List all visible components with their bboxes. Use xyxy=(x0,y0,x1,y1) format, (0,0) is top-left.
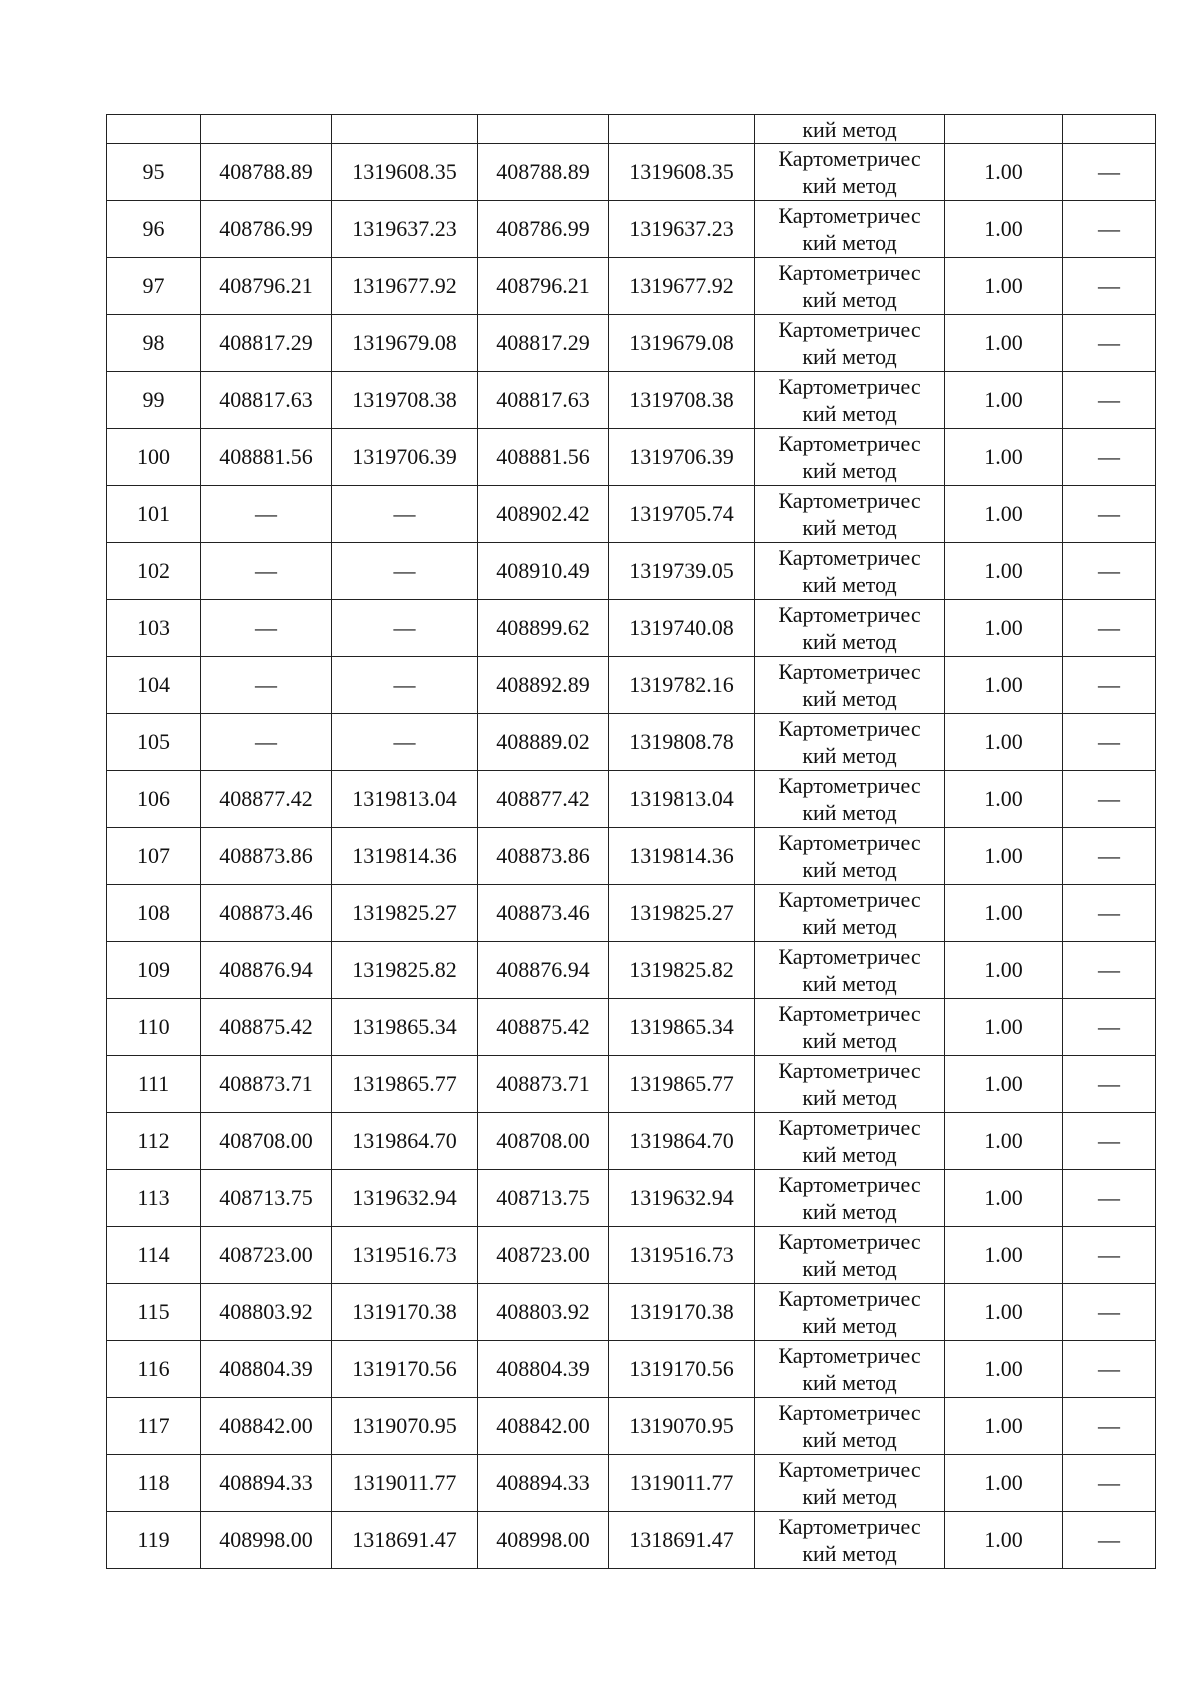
coordinates-table xyxy=(106,114,1156,1569)
cell-accuracy: 1.00 xyxy=(945,1512,1063,1569)
cell-x-existing: 408873.46 xyxy=(201,885,332,942)
cell-accuracy: 1.00 xyxy=(945,657,1063,714)
cell-x-new: 408708.00 xyxy=(478,1113,609,1170)
cell-x-new: 408873.86 xyxy=(478,828,609,885)
method-line-2: кий метод xyxy=(802,1142,897,1167)
cell-x-new: 408899.62 xyxy=(478,600,609,657)
table-row xyxy=(107,942,1156,999)
cell-y-new: 1319825.27 xyxy=(609,885,755,942)
method-line-2: кий метод xyxy=(802,1541,897,1566)
method-line-1: Картометричес xyxy=(778,317,921,342)
cell-x-new: 408803.92 xyxy=(478,1284,609,1341)
table-row xyxy=(107,486,1156,543)
cell-description: — xyxy=(1063,1284,1156,1341)
cell-y-existing: 1319632.94 xyxy=(332,1170,478,1227)
cell-y-existing: 1319706.39 xyxy=(332,429,478,486)
cell-number: 95 xyxy=(107,144,201,201)
cell-y-existing: 1319170.38 xyxy=(332,1284,478,1341)
method-line-2: кий метод xyxy=(802,344,897,369)
cell-y-existing: 1318691.47 xyxy=(332,1512,478,1569)
method-line-2: кий метод xyxy=(802,230,897,255)
cell-method xyxy=(755,429,945,486)
cell-x-new: 408817.63 xyxy=(478,372,609,429)
cell-number: 102 xyxy=(107,543,201,600)
cell-number: 99 xyxy=(107,372,201,429)
cell-number xyxy=(107,115,201,144)
cell-description: — xyxy=(1063,1056,1156,1113)
method-line-2: кий метод xyxy=(802,515,897,540)
method-line-1: Картометричес xyxy=(778,431,921,456)
cell-x-existing xyxy=(201,115,332,144)
cell-method xyxy=(755,885,945,942)
method-line-2: кий метод xyxy=(802,1427,897,1452)
cell-method xyxy=(755,315,945,372)
table-row xyxy=(107,828,1156,885)
cell-y-new: 1319825.82 xyxy=(609,942,755,999)
cell-y-new xyxy=(609,115,755,144)
method-line-2: кий метод xyxy=(802,1313,897,1338)
cell-method xyxy=(755,543,945,600)
cell-x-new: 408842.00 xyxy=(478,1398,609,1455)
cell-x-existing: 408713.75 xyxy=(201,1170,332,1227)
cell-number: 114 xyxy=(107,1227,201,1284)
cell-number: 117 xyxy=(107,1398,201,1455)
cell-accuracy: 1.00 xyxy=(945,315,1063,372)
cell-description: — xyxy=(1063,201,1156,258)
cell-number: 116 xyxy=(107,1341,201,1398)
cell-y-new: 1319782.16 xyxy=(609,657,755,714)
cell-description: — xyxy=(1063,657,1156,714)
cell-method xyxy=(755,144,945,201)
cell-number: 118 xyxy=(107,1455,201,1512)
method-line-1: Картометричес xyxy=(778,602,921,627)
method-line-1: Картометричес xyxy=(778,944,921,969)
method-line-2: кий метод xyxy=(802,401,897,426)
table-body xyxy=(107,115,1156,1569)
cell-x-existing: — xyxy=(201,486,332,543)
cell-method xyxy=(755,828,945,885)
cell-x-existing: 408842.00 xyxy=(201,1398,332,1455)
cell-y-existing xyxy=(332,115,478,144)
cell-y-existing: — xyxy=(332,657,478,714)
cell-method xyxy=(755,771,945,828)
cell-method xyxy=(755,942,945,999)
cell-description: — xyxy=(1063,372,1156,429)
table-row xyxy=(107,1227,1156,1284)
cell-y-existing: 1319170.56 xyxy=(332,1341,478,1398)
cell-x-new: 408796.21 xyxy=(478,258,609,315)
cell-x-existing: 408723.00 xyxy=(201,1227,332,1284)
cell-method xyxy=(755,1398,945,1455)
cell-number: 109 xyxy=(107,942,201,999)
cell-x-new: 408817.29 xyxy=(478,315,609,372)
cell-x-existing: 408875.42 xyxy=(201,999,332,1056)
cell-description: — xyxy=(1063,999,1156,1056)
table-row xyxy=(107,144,1156,201)
cell-description: — xyxy=(1063,885,1156,942)
cell-x-existing: 408708.00 xyxy=(201,1113,332,1170)
cell-accuracy: 1.00 xyxy=(945,486,1063,543)
cell-number: 115 xyxy=(107,1284,201,1341)
table-row xyxy=(107,600,1156,657)
cell-method xyxy=(755,258,945,315)
cell-y-new: 1319632.94 xyxy=(609,1170,755,1227)
method-line-1: Картометричес xyxy=(778,374,921,399)
cell-description: — xyxy=(1063,144,1156,201)
cell-method: кий метод xyxy=(755,115,945,144)
cell-x-new: 408873.71 xyxy=(478,1056,609,1113)
cell-x-existing: 408817.63 xyxy=(201,372,332,429)
cell-description: — xyxy=(1063,1455,1156,1512)
method-line-1: Картометричес xyxy=(778,488,921,513)
cell-x-new: 408713.75 xyxy=(478,1170,609,1227)
method-line-2: кий метод xyxy=(802,1028,897,1053)
table-row xyxy=(107,1341,1156,1398)
method-line-2: кий метод xyxy=(802,287,897,312)
cell-number: 103 xyxy=(107,600,201,657)
cell-y-new: 1319170.38 xyxy=(609,1284,755,1341)
cell-description: — xyxy=(1063,1170,1156,1227)
cell-y-new: 1319706.39 xyxy=(609,429,755,486)
cell-y-existing: 1319825.82 xyxy=(332,942,478,999)
cell-number: 100 xyxy=(107,429,201,486)
method-line-2: кий метод xyxy=(802,914,897,939)
cell-y-new: 1319865.77 xyxy=(609,1056,755,1113)
cell-description: — xyxy=(1063,828,1156,885)
method-line-1: Картометричес xyxy=(778,1343,921,1368)
cell-method xyxy=(755,657,945,714)
cell-y-existing: — xyxy=(332,600,478,657)
cell-number: 107 xyxy=(107,828,201,885)
cell-number: 110 xyxy=(107,999,201,1056)
cell-x-new: 408902.42 xyxy=(478,486,609,543)
table-row xyxy=(107,1170,1156,1227)
table-row xyxy=(107,885,1156,942)
cell-accuracy: 1.00 xyxy=(945,1056,1063,1113)
cell-x-existing: 408873.71 xyxy=(201,1056,332,1113)
cell-description: — xyxy=(1063,1512,1156,1569)
method-line-1: Картометричес xyxy=(778,1172,921,1197)
cell-method xyxy=(755,600,945,657)
cell-y-new: 1319740.08 xyxy=(609,600,755,657)
cell-y-new: 1319813.04 xyxy=(609,771,755,828)
cell-x-new: 408910.49 xyxy=(478,543,609,600)
cell-method xyxy=(755,1056,945,1113)
cell-y-new: 1318691.47 xyxy=(609,1512,755,1569)
table-row xyxy=(107,999,1156,1056)
cell-accuracy: 1.00 xyxy=(945,1455,1063,1512)
cell-x-existing: — xyxy=(201,543,332,600)
table-row xyxy=(107,657,1156,714)
cell-y-existing: 1319679.08 xyxy=(332,315,478,372)
cell-x-new: 408876.94 xyxy=(478,942,609,999)
cell-description: — xyxy=(1063,1398,1156,1455)
table-row xyxy=(107,258,1156,315)
cell-accuracy: 1.00 xyxy=(945,999,1063,1056)
cell-x-new: 408875.42 xyxy=(478,999,609,1056)
cell-number: 97 xyxy=(107,258,201,315)
method-line-1: Картометричес xyxy=(778,716,921,741)
cell-y-new: 1319679.08 xyxy=(609,315,755,372)
method-line-1: Картометричес xyxy=(778,1457,921,1482)
cell-y-existing: — xyxy=(332,543,478,600)
cell-method xyxy=(755,486,945,543)
method-line-2: кий метод xyxy=(802,572,897,597)
table-row xyxy=(107,1056,1156,1113)
cell-y-new: 1319708.38 xyxy=(609,372,755,429)
cell-accuracy: 1.00 xyxy=(945,429,1063,486)
cell-y-existing: 1319825.27 xyxy=(332,885,478,942)
cell-y-existing: 1319814.36 xyxy=(332,828,478,885)
cell-y-existing: 1319708.38 xyxy=(332,372,478,429)
cell-x-existing: — xyxy=(201,600,332,657)
cell-y-new: 1319070.95 xyxy=(609,1398,755,1455)
cell-x-new: 408894.33 xyxy=(478,1455,609,1512)
cell-description: — xyxy=(1063,942,1156,999)
cell-y-existing: 1319516.73 xyxy=(332,1227,478,1284)
cell-y-existing: 1319637.23 xyxy=(332,201,478,258)
cell-y-new: 1319705.74 xyxy=(609,486,755,543)
cell-method xyxy=(755,1284,945,1341)
cell-number: 113 xyxy=(107,1170,201,1227)
cell-x-existing: — xyxy=(201,657,332,714)
method-line-1: Картометричес xyxy=(778,1400,921,1425)
cell-accuracy: 1.00 xyxy=(945,714,1063,771)
cell-method xyxy=(755,372,945,429)
method-line-1: Картометричес xyxy=(778,545,921,570)
cell-x-new: 408873.46 xyxy=(478,885,609,942)
method-line-1: Картометричес xyxy=(778,659,921,684)
cell-description: — xyxy=(1063,486,1156,543)
cell-accuracy: 1.00 xyxy=(945,1398,1063,1455)
cell-x-new: 408877.42 xyxy=(478,771,609,828)
cell-number: 101 xyxy=(107,486,201,543)
continued-row xyxy=(107,115,1156,144)
table-row xyxy=(107,771,1156,828)
method-line-2: кий метод xyxy=(802,173,897,198)
cell-accuracy: 1.00 xyxy=(945,1341,1063,1398)
cell-accuracy: 1.00 xyxy=(945,600,1063,657)
cell-number: 104 xyxy=(107,657,201,714)
cell-accuracy: 1.00 xyxy=(945,1113,1063,1170)
method-line-1: Картометричес xyxy=(778,203,921,228)
cell-method xyxy=(755,1512,945,1569)
cell-x-new: 408804.39 xyxy=(478,1341,609,1398)
method-line-1: Картометричес xyxy=(778,1001,921,1026)
cell-accuracy: 1.00 xyxy=(945,258,1063,315)
method-line-2: кий метод xyxy=(802,800,897,825)
method-line-2: кий метод xyxy=(802,971,897,996)
cell-accuracy: 1.00 xyxy=(945,771,1063,828)
cell-y-existing: 1319865.77 xyxy=(332,1056,478,1113)
method-line-1: Картометричес xyxy=(778,1115,921,1140)
cell-x-existing: 408817.29 xyxy=(201,315,332,372)
table-row xyxy=(107,1284,1156,1341)
method-line-2: кий метод xyxy=(802,1370,897,1395)
cell-accuracy: 1.00 xyxy=(945,372,1063,429)
cell-x-existing: 408894.33 xyxy=(201,1455,332,1512)
cell-x-existing: — xyxy=(201,714,332,771)
cell-x-existing: 408796.21 xyxy=(201,258,332,315)
method-line-1: Картометричес xyxy=(778,1514,921,1539)
cell-y-existing: 1319608.35 xyxy=(332,144,478,201)
cell-y-new: 1319608.35 xyxy=(609,144,755,201)
cell-description: — xyxy=(1063,1341,1156,1398)
cell-description xyxy=(1063,115,1156,144)
table-row xyxy=(107,372,1156,429)
cell-method xyxy=(755,1113,945,1170)
cell-y-new: 1319864.70 xyxy=(609,1113,755,1170)
cell-y-new: 1319808.78 xyxy=(609,714,755,771)
cell-y-new: 1319170.56 xyxy=(609,1341,755,1398)
method-line-2: кий метод xyxy=(802,1085,897,1110)
method-line-1: Картометричес xyxy=(778,1229,921,1254)
cell-x-existing: 408786.99 xyxy=(201,201,332,258)
cell-accuracy xyxy=(945,115,1063,144)
cell-method xyxy=(755,201,945,258)
cell-x-existing: 408998.00 xyxy=(201,1512,332,1569)
cell-x-existing: 408881.56 xyxy=(201,429,332,486)
cell-description: — xyxy=(1063,771,1156,828)
cell-y-existing: 1319813.04 xyxy=(332,771,478,828)
method-line-2: кий метод xyxy=(802,743,897,768)
method-line-1: Картометричес xyxy=(778,260,921,285)
cell-number: 98 xyxy=(107,315,201,372)
cell-y-existing: — xyxy=(332,486,478,543)
cell-accuracy: 1.00 xyxy=(945,828,1063,885)
cell-x-existing: 408873.86 xyxy=(201,828,332,885)
table-row xyxy=(107,543,1156,600)
cell-number: 96 xyxy=(107,201,201,258)
cell-x-existing: 408804.39 xyxy=(201,1341,332,1398)
table-row xyxy=(107,1113,1156,1170)
method-line-2: кий метод xyxy=(802,458,897,483)
cell-x-new: 408723.00 xyxy=(478,1227,609,1284)
table-row xyxy=(107,714,1156,771)
cell-x-existing: 408876.94 xyxy=(201,942,332,999)
method-line-1: Картометричес xyxy=(778,887,921,912)
cell-x-new: 408889.02 xyxy=(478,714,609,771)
cell-accuracy: 1.00 xyxy=(945,144,1063,201)
table-row xyxy=(107,1455,1156,1512)
cell-x-new: 408786.99 xyxy=(478,201,609,258)
cell-accuracy: 1.00 xyxy=(945,1170,1063,1227)
cell-y-new: 1319739.05 xyxy=(609,543,755,600)
cell-description: — xyxy=(1063,258,1156,315)
cell-description: — xyxy=(1063,429,1156,486)
cell-x-new: 408788.89 xyxy=(478,144,609,201)
table-row xyxy=(107,1398,1156,1455)
cell-y-existing: — xyxy=(332,714,478,771)
cell-method xyxy=(755,1227,945,1284)
cell-description: — xyxy=(1063,1113,1156,1170)
cell-y-new: 1319677.92 xyxy=(609,258,755,315)
cell-accuracy: 1.00 xyxy=(945,885,1063,942)
cell-y-new: 1319637.23 xyxy=(609,201,755,258)
cell-method xyxy=(755,999,945,1056)
method-line-1: Картометричес xyxy=(778,1286,921,1311)
cell-x-existing: 408803.92 xyxy=(201,1284,332,1341)
cell-x-new xyxy=(478,115,609,144)
cell-x-new: 408892.89 xyxy=(478,657,609,714)
method-line-2: кий метод xyxy=(802,1256,897,1281)
cell-accuracy: 1.00 xyxy=(945,1227,1063,1284)
method-line-2: кий метод xyxy=(802,629,897,654)
cell-y-new: 1319516.73 xyxy=(609,1227,755,1284)
cell-accuracy: 1.00 xyxy=(945,543,1063,600)
cell-y-existing: 1319864.70 xyxy=(332,1113,478,1170)
method-line-1: Картометричес xyxy=(778,1058,921,1083)
method-line-2: кий метод xyxy=(802,1484,897,1509)
method-line-1: Картометричес xyxy=(778,146,921,171)
cell-y-new: 1319865.34 xyxy=(609,999,755,1056)
cell-method xyxy=(755,1341,945,1398)
method-line-2: кий метод xyxy=(802,1199,897,1224)
table-row xyxy=(107,1512,1156,1569)
cell-method xyxy=(755,714,945,771)
table-row xyxy=(107,429,1156,486)
method-line-2: кий метод xyxy=(802,857,897,882)
cell-description: — xyxy=(1063,600,1156,657)
cell-accuracy: 1.00 xyxy=(945,201,1063,258)
cell-description: — xyxy=(1063,1227,1156,1284)
cell-x-existing: 408788.89 xyxy=(201,144,332,201)
table-row xyxy=(107,201,1156,258)
table-row xyxy=(107,315,1156,372)
cell-method xyxy=(755,1170,945,1227)
cell-y-existing: 1319070.95 xyxy=(332,1398,478,1455)
cell-y-new: 1319814.36 xyxy=(609,828,755,885)
cell-description: — xyxy=(1063,714,1156,771)
cell-x-new: 408998.00 xyxy=(478,1512,609,1569)
cell-y-new: 1319011.77 xyxy=(609,1455,755,1512)
cell-number: 108 xyxy=(107,885,201,942)
cell-number: 112 xyxy=(107,1113,201,1170)
method-line-2: кий метод xyxy=(802,686,897,711)
cell-method xyxy=(755,1455,945,1512)
cell-number: 119 xyxy=(107,1512,201,1569)
cell-number: 106 xyxy=(107,771,201,828)
cell-y-existing: 1319865.34 xyxy=(332,999,478,1056)
cell-description: — xyxy=(1063,543,1156,600)
method-line-1: Картометричес xyxy=(778,830,921,855)
cell-description: — xyxy=(1063,315,1156,372)
cell-number: 105 xyxy=(107,714,201,771)
cell-accuracy: 1.00 xyxy=(945,1284,1063,1341)
cell-x-existing: 408877.42 xyxy=(201,771,332,828)
cell-y-existing: 1319011.77 xyxy=(332,1455,478,1512)
cell-number: 111 xyxy=(107,1056,201,1113)
method-line-1: Картометричес xyxy=(778,773,921,798)
cell-y-existing: 1319677.92 xyxy=(332,258,478,315)
cell-accuracy: 1.00 xyxy=(945,942,1063,999)
cell-x-new: 408881.56 xyxy=(478,429,609,486)
